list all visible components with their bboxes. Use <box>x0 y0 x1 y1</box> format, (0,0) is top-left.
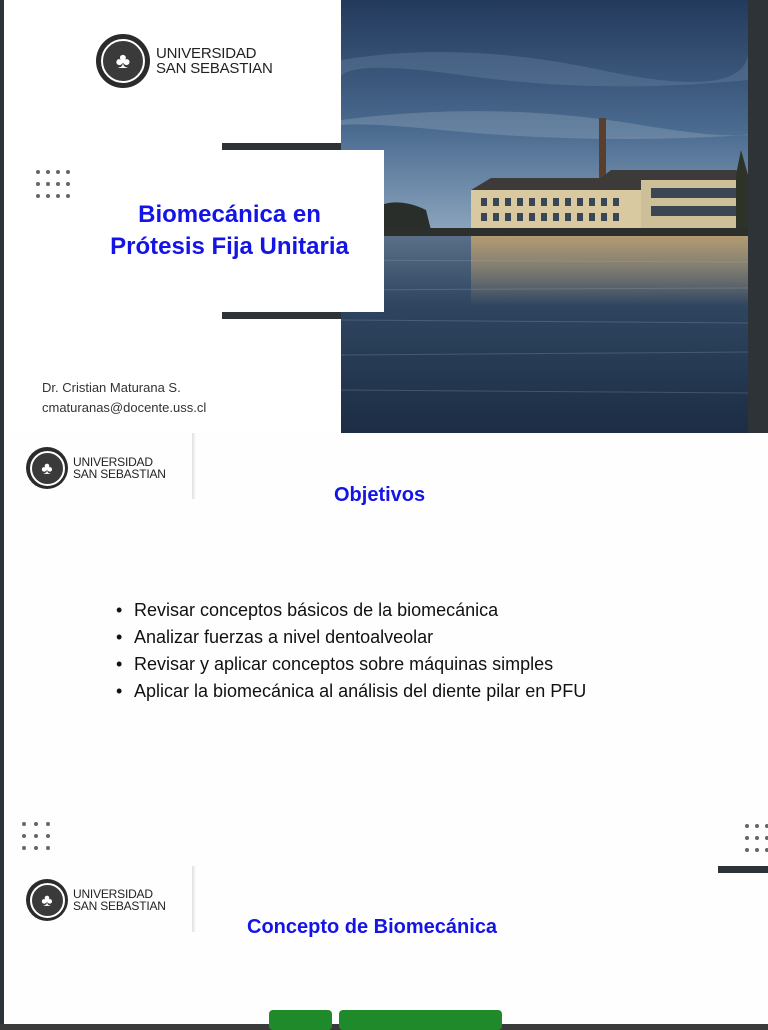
objectives-heading: Objetivos <box>334 484 426 506</box>
logo-line-1: UNIVERSIDAD <box>156 44 257 62</box>
university-seal-icon: ♣ <box>26 879 68 921</box>
objectives-list <box>116 597 586 705</box>
logo-line-2: SAN SEBASTIAN <box>156 60 273 77</box>
campus-photo <box>341 0 748 433</box>
presentation-title <box>110 199 349 264</box>
logo-divider <box>192 433 196 499</box>
list-item: • Analizar fuerzas a nivel dentoalveolar <box>116 624 586 651</box>
frame-left-edge <box>0 0 4 1024</box>
logo-line-1: UNIVERSIDAD <box>73 886 153 901</box>
logo-divider <box>192 866 196 932</box>
slide-1-title[interactable] <box>0 0 768 433</box>
list-item: • Aplicar la biomecánica al análisis del diente pilar en PFU <box>116 678 586 705</box>
frame-right-edge <box>748 0 768 433</box>
title-line-1: Biomecánica en <box>138 200 321 228</box>
slide-3-concept[interactable] <box>0 866 768 1024</box>
title-box <box>75 150 384 312</box>
list-item: • Revisar y aplicar conceptos sobre máquinas simples <box>116 651 586 678</box>
green-box-left <box>269 1010 332 1030</box>
decorative-dots <box>745 824 768 852</box>
author-name: Dr. Cristian Maturana S. <box>42 380 181 395</box>
decorative-bar-bottom <box>222 312 342 319</box>
author-email: cmaturanas@docente.uss.cl <box>42 400 207 416</box>
university-logo <box>26 879 166 921</box>
university-seal-icon: ♣ <box>96 34 150 88</box>
logo-line-2: SAN SEBASTIAN <box>73 899 166 913</box>
university-logo <box>26 447 166 489</box>
decorative-dots <box>22 822 50 850</box>
list-item: • Revisar conceptos básicos de la biomecánica <box>116 597 586 624</box>
logo-line-2: SAN SEBASTIAN <box>73 467 166 481</box>
author-block <box>42 378 206 418</box>
concept-heading: Concepto de Biomecánica <box>247 916 498 938</box>
green-box-right <box>339 1010 502 1030</box>
university-logo <box>96 34 273 88</box>
logo-line-1: UNIVERSIDAD <box>73 454 153 469</box>
decorative-bar <box>718 866 768 873</box>
title-line-2: Prótesis Fija Unitaria <box>110 233 349 260</box>
university-seal-icon: ♣ <box>26 447 68 489</box>
